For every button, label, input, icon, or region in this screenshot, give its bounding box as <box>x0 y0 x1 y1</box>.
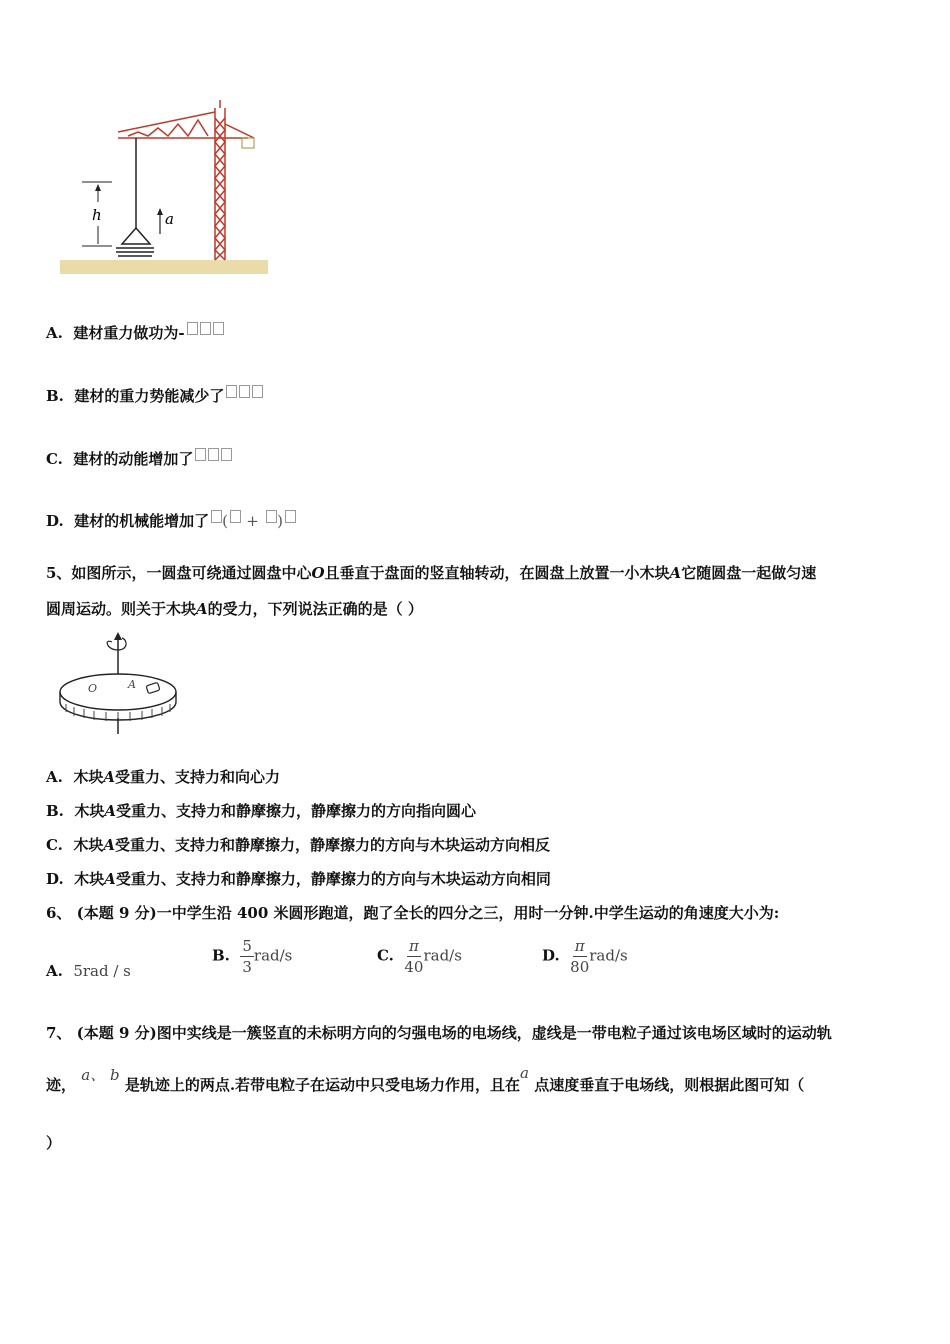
h-label: h <box>92 206 102 224</box>
crane-figure <box>58 98 270 278</box>
q5-option-c: C. 木块A受重力、支持力和静摩擦力，静摩擦力的方向与木块运动方向相反 <box>46 836 551 854</box>
disc-top <box>60 674 176 710</box>
q6-option-d: D. $\frac{\pi}{80}$ rad/s <box>542 937 628 976</box>
counterweight <box>242 138 254 148</box>
ground <box>60 260 268 274</box>
q6-option-a: A. 5rad / s <box>46 962 131 980</box>
q6-option-b: B. $\frac{5}{3}$ rad/s <box>212 937 293 976</box>
q6-stem: 6、 (本题 9 分)一中学生沿 400 米圆形跑道，跑了全长的四分之三，用时一分钟.中学生运动的角速度大小为: <box>46 904 780 922</box>
q5-option-d: D. 木块A受重力、支持力和静摩擦力，静摩擦力的方向与木块运动方向相同 <box>46 870 551 888</box>
o-label: O <box>88 682 98 695</box>
q4-option-c: C. 建材的动能增加了 <box>46 448 232 469</box>
a-label: A <box>128 678 136 691</box>
q5-stem-line1: 5、如图所示，一圆盘可绕通过圆盘中心O且垂直于盘面的竖直轴转动，在圆盘上放置一小木块A它随圆盘一起做匀速 <box>46 564 817 582</box>
q4-option-d: D. 建材的机械能增加了 ( + ) <box>46 510 296 531</box>
q4-option-a: A. 建材重力做功为- <box>46 322 224 343</box>
q5-option-b: B. 木块A受重力、支持力和静摩擦力，静摩擦力的方向指向圆心 <box>46 802 477 820</box>
q5-stem-line2: 圆周运动。则关于木块A的受力，下列说法正确的是（ ） <box>46 600 423 618</box>
q7-stem-line3: ） <box>46 1134 62 1152</box>
crane-tower <box>118 100 254 260</box>
a-label: a <box>165 210 174 228</box>
disc-figure <box>54 630 180 736</box>
q4-option-b: B. 建材的重力势能减少了 <box>46 385 263 406</box>
q6-option-c: C. $\frac{\pi}{40}$ rad/s <box>377 937 462 976</box>
q5-option-a: A. 木块A受重力、支持力和向心力 <box>46 768 280 786</box>
q7-stem-line1: 7、 (本题 9 分)图中实线是一簇竖直的未标明方向的匀强电场的电场线，虚线是一带电粒子通过该电场区域时的运动轨 <box>46 1024 832 1042</box>
q7-stem-line2: 迹， a、 b 是轨迹上的两点.若带电粒子在运动中只受电场力作用，且在a 点速度垂直于电场线，则根据此图可知（ <box>46 1064 805 1094</box>
load-hook <box>122 228 150 244</box>
